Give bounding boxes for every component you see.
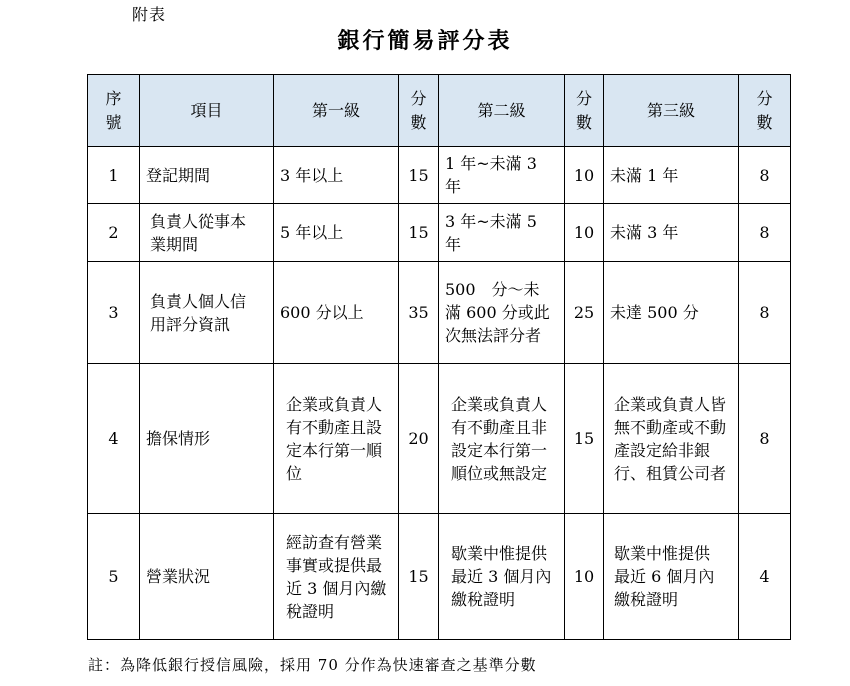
row-seq: 5 — [88, 514, 140, 640]
row-level1: 3 年以上 — [274, 147, 399, 204]
row-level1: 600 分以上 — [274, 262, 399, 364]
row-level3: 未滿 1 年 — [604, 147, 739, 204]
row-item: 擔保情形 — [140, 364, 274, 514]
row-score1: 15 — [399, 147, 439, 204]
row-seq: 2 — [88, 204, 140, 262]
row-item: 負責人個人信用評分資訊 — [140, 262, 274, 364]
header-item: 項目 — [140, 75, 274, 147]
table-row — [88, 204, 791, 262]
row-score2: 25 — [565, 262, 604, 364]
row-score3: 8 — [739, 147, 791, 204]
row-seq: 1 — [88, 147, 140, 204]
table-row — [88, 147, 791, 204]
row-item: 登記期間 — [140, 147, 274, 204]
row-level1: 企業或負責人有不動產且設定本行第一順位 — [274, 364, 399, 514]
row-seq: 3 — [88, 262, 140, 364]
table-row — [88, 514, 791, 640]
table-row — [88, 262, 791, 364]
row-score1: 20 — [399, 364, 439, 514]
row-level3: 企業或負責人皆無不動產或不動產設定給非銀行、租賃公司者 — [604, 364, 739, 514]
row-score2: 15 — [565, 364, 604, 514]
row-level3: 未滿 3 年 — [604, 204, 739, 262]
row-score3: 8 — [739, 262, 791, 364]
row-item: 負責人從事本業期間 — [140, 204, 274, 262]
row-score3: 4 — [739, 514, 791, 640]
row-score3: 8 — [739, 364, 791, 514]
header-score3: 分 數 — [739, 75, 791, 147]
row-score2: 10 — [565, 514, 604, 640]
annex-label: 附表 — [132, 5, 167, 24]
header-score2: 分 數 — [565, 75, 604, 147]
header-level1: 第一級 — [274, 75, 399, 147]
row-level2: 3 年~未滿 5 年 — [439, 204, 565, 262]
header-score1: 分 數 — [399, 75, 439, 147]
header-row — [88, 75, 791, 147]
header-level2: 第二級 — [439, 75, 565, 147]
header-seq: 序 號 — [88, 75, 140, 147]
row-score2: 10 — [565, 204, 604, 262]
row-score1: 15 — [399, 204, 439, 262]
row-score1: 35 — [399, 262, 439, 364]
row-level1: 5 年以上 — [274, 204, 399, 262]
row-score1: 15 — [399, 514, 439, 640]
scoring-table — [87, 74, 791, 640]
page-title: 銀行簡易評分表 — [337, 28, 513, 54]
row-level2: 企業或負責人有不動產且非設定本行第一順位或無設定 — [439, 364, 565, 514]
row-level2: 1 年~未滿 3 年 — [439, 147, 565, 204]
row-item: 營業狀況 — [140, 514, 274, 640]
row-level3: 未達 500 分 — [604, 262, 739, 364]
row-score2: 10 — [565, 147, 604, 204]
header-level3: 第三級 — [604, 75, 739, 147]
row-level1: 經訪查有營業事實或提供最近 3 個月內繳稅證明 — [274, 514, 399, 640]
row-level2: 500 分～未滿 600 分或此次無法評分者 — [439, 262, 565, 364]
footnote: 註：為降低銀行授信風險，採用 70 分作為快速審查之基準分數 — [88, 656, 537, 674]
table-row — [88, 364, 791, 514]
row-level2: 歇業中惟提供最近 3 個月內繳稅證明 — [439, 514, 565, 640]
row-level3: 歇業中惟提供最近 6 個月內繳稅證明 — [604, 514, 739, 640]
row-score3: 8 — [739, 204, 791, 262]
row-seq: 4 — [88, 364, 140, 514]
